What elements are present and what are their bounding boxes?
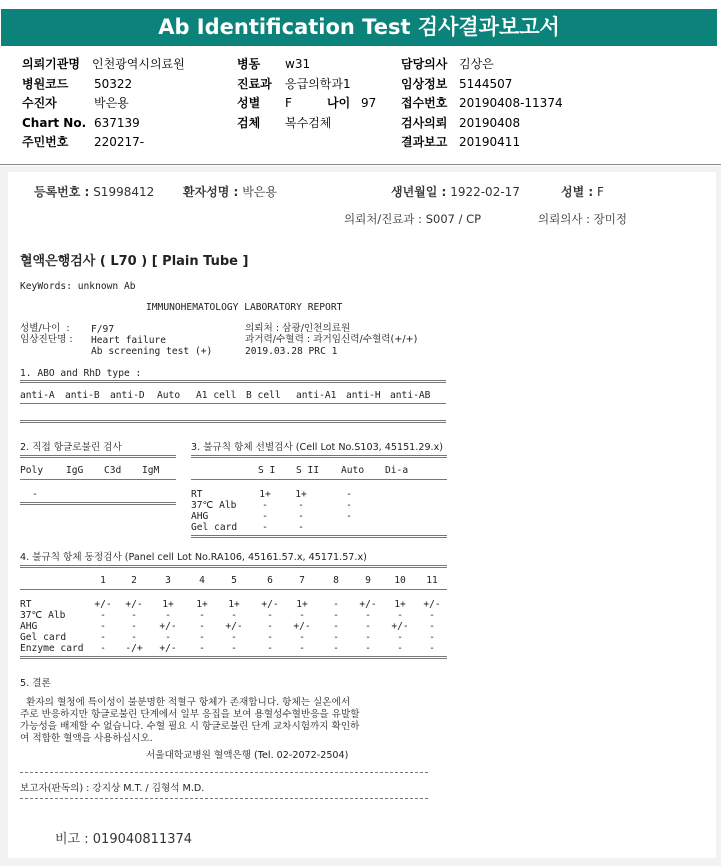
section1-rule-top [20,380,446,383]
panel-cell: - [199,632,205,643]
panel-cell: +/- [225,621,243,632]
panel-cell: +/- [359,599,377,610]
panel-cell: - [199,643,205,654]
remark-row [55,828,192,847]
panel-cell: +/- [159,643,177,654]
dat-header-3: IgM [142,465,160,476]
panel-cell: +/- [125,599,143,610]
panel-cell: - [429,643,435,654]
section3-rule-bottom [191,535,447,538]
screen-cell: - [298,511,304,522]
specimen-label: 검체 [237,116,261,130]
panel-cell: +/- [391,621,409,632]
scanned-report [8,172,716,858]
screen-row-label: Gel card [191,522,238,533]
panel-cell: - [231,643,237,654]
referral-row [344,211,481,227]
sex-row [237,95,376,111]
panel-cell: 1+ [196,599,208,610]
panel-cell: - [333,621,339,632]
screen-cell: 1+ [259,489,271,500]
diagnosis-value: Heart failure [91,335,167,346]
panel-cell: +/- [94,599,112,610]
screen-header-3: Di-a [385,465,409,476]
section3-title: 3. 불규칙 항체 선별검사 (Cell Lot No.S103, 45151.29.x) [191,442,444,453]
panel-cell: 1+ [394,599,406,610]
panel-cell: - [267,610,273,621]
reporter: 보고자(판독의) : 강지상 M.T. / 김형석 M.D. [20,783,205,794]
attending-row [401,56,494,72]
panel-cell: 1+ [296,599,308,610]
panel-cell: - [397,610,403,621]
dob-value: 1922-02-17 [450,185,520,199]
specimen-row [237,115,331,131]
attending-label: 담당의사 [401,57,448,71]
panel-header-cell: 2 [131,575,137,586]
referral-org-label: 의뢰처 : [245,323,280,334]
panel-cell: - [267,632,273,643]
referring-doctor-value: 장미정 [593,212,627,226]
lab-report-title: IMMUNOHEMATOLOGY LABORATORY REPORT [146,302,343,313]
reporter-rule-top [20,772,428,773]
panel-row-label: Gel card [20,632,67,643]
panel-cell: +/- [423,599,441,610]
section4-title: 4. 불규칙 항체 동정검사 (Panel cell Lot No.RA106, 45161.57.x, 45171.57.x) [20,552,367,563]
department-value: 응급의학과1 [285,77,351,91]
panel-cell: - [429,610,435,621]
abo-header-2: anti-D [110,390,145,401]
panel-cell: - [131,610,137,621]
referring-doctor-row [538,211,627,227]
panel-cell: -/+ [125,643,143,654]
department-label: 진료과 [237,77,272,91]
section1-rule-bottom [20,420,446,423]
section2-rule-bottom [20,502,176,505]
screen-cell: - [298,500,304,511]
panel-cell: - [100,610,106,621]
panel-cell: - [299,610,305,621]
section1-rule-mid [20,403,446,404]
request-date-row [401,115,520,131]
abo-header-5: B cell [246,390,281,401]
abo-header-0: anti-A [20,390,55,401]
screen-header-1: S II [296,465,320,476]
panel-cell: - [131,621,137,632]
patient-name-row [183,183,277,200]
section2-rule-top [20,455,176,458]
request-date-label: 검사의뢰 [401,116,448,130]
remark-label: 비고 : [55,832,89,847]
report-sex-value: F [597,185,604,199]
screen-cell: - [262,511,268,522]
section3-rule-mid [191,479,447,480]
receipt-no-row [401,95,563,111]
panel-cell: - [165,632,171,643]
panel-cell: - [131,632,137,643]
conclusion-line-2: 주로 반응하지만 항글로불린 단계에서 일부 응집을 보여 용혈성수혈반응을 유발할 [20,709,360,720]
panel-cell: - [199,621,205,632]
sex-label: 성별 [237,96,261,110]
panel-header-cell: 11 [426,575,438,586]
screen-row-label: 37℃ Alb [191,500,237,511]
panel-cell: - [267,621,273,632]
dat-header-0: Poly [20,465,44,476]
abo-header-8: anti-AB [390,390,431,401]
panel-cell: +/- [293,621,311,632]
section4-rule-top [20,565,447,568]
panel-cell: - [397,632,403,643]
clinical-info-value: 5144507 [459,77,513,91]
conclusion-line-3: 가능성을 배제할 수 없습니다. 수혈 필요 시 항글로불린 단계 교차시험까지 확인하 [20,721,360,732]
abo-header-3: Auto [157,390,181,401]
keywords: KeyWords: unknown Ab [20,281,136,292]
screen-cell: - [346,489,352,500]
panel-header-cell: 10 [394,575,406,586]
sex-age-value: F/97 [91,324,115,335]
abo-header-6: anti-A1 [296,390,337,401]
resident-no-value: 220217- [94,135,145,149]
panel-header-cell: 3 [165,575,171,586]
specimen-value: 복수검체 [285,116,332,130]
history-row [245,334,417,346]
patient-name-label: 환자성명 : [183,185,239,199]
dat-header-1: IgG [66,465,84,476]
screen-cell: - [262,522,268,533]
screen-cell: - [298,522,304,533]
patient-value: 박은용 [94,96,129,110]
panel-cell: - [100,643,106,654]
conclusion-line-4: 여 적합한 혈액을 사용하십시오. [20,733,153,744]
receipt-no-value: 20190408-11374 [459,96,563,110]
panel-header-cell: 9 [365,575,371,586]
panel-header-cell: 7 [299,575,305,586]
dat-result: - [32,489,38,500]
institution-label: 의뢰기관명 [22,57,80,71]
chart-no-row [22,115,140,131]
history-value: 과거임신력/수혈력(+/+) [313,334,418,345]
section4-rule-bottom [20,656,447,659]
screen-cell: 1+ [295,489,307,500]
header-divider [0,164,721,165]
report-sex-label: 성별 : [561,185,594,199]
panel-cell: - [397,643,403,654]
panel-cell: - [333,632,339,643]
section4-rule-mid [20,589,447,590]
panel-row-label: RT [20,599,32,610]
diagnosis-label: 임상진단명 : [20,334,73,345]
department-row [237,76,351,92]
hospital-code-label: 병원코드 [22,77,69,91]
attending-value: 김상은 [459,57,494,71]
patient-row [22,95,129,111]
referral-org-value: 삼광/인천의료원 [282,323,351,334]
report-date-value: 20190411 [459,135,521,149]
ward-value: w31 [285,57,311,71]
abo-header-1: anti-B [65,390,100,401]
screen-row-label: AHG [191,511,209,522]
page-title: Ab Identification Test 검사결과보고서 [1,9,717,46]
resident-no-label: 주민번호 [22,135,69,149]
panel-row-label: 37℃ Alb [20,610,66,621]
screen-header-0: S I [258,465,276,476]
dob-row [391,183,520,200]
screen-cell: - [346,500,352,511]
ward-row [237,56,310,72]
panel-cell: - [333,610,339,621]
age-value: 97 [361,96,377,110]
resident-no-row [22,134,144,150]
chart-no-value: 637139 [94,116,140,130]
sex-age-label: 성별/나이 : [20,323,70,334]
report-date-row [401,134,520,150]
panel-cell: - [333,643,339,654]
remark-value: 019040811374 [92,832,193,847]
section1-title: 1. ABO and RhD type : [20,368,142,379]
section3-rule-top [191,455,447,458]
chart-no-label: Chart No. [22,116,87,130]
panel-cell: +/- [159,621,177,632]
receipt-no-label: 접수번호 [401,96,448,110]
transfusion-date: 2019.03.28 PRC 1 [245,346,338,357]
registration-row [34,183,154,200]
conclusion-line-1: 환자의 혈청에 특이성이 불분명한 적혈구 항체가 존재합니다. 항체는 실온에서 [20,697,351,708]
diagnosis-value-2: Ab screening test (+) [91,346,213,357]
registration-value: S1998412 [93,185,155,199]
institution-row [22,56,185,72]
institution-value: 인천광역시의료원 [92,57,185,71]
patient-label: 수진자 [22,96,57,110]
dob-label: 생년월일 : [391,185,447,199]
patient-name-value: 박은용 [242,185,277,199]
clinical-info-row [401,76,512,92]
sex-value: F [285,96,292,110]
panel-cell: - [299,632,305,643]
test-title: 혈액은행검사 ( L70 ) [ Plain Tube ] [20,254,249,269]
clinical-info-label: 임상정보 [401,77,448,91]
report-sex-row [561,183,604,200]
dat-header-2: C3d [104,465,122,476]
referral-label: 의뢰처/진료과 : [344,212,423,226]
panel-cell: - [299,643,305,654]
report-date-label: 결과보고 [401,135,448,149]
panel-cell: - [231,610,237,621]
panel-cell: 1+ [228,599,240,610]
panel-cell: - [100,632,106,643]
abo-header-4: A1 cell [196,390,237,401]
request-date-value: 20190408 [459,116,521,130]
panel-cell: - [267,643,273,654]
reporter-rule-bottom [20,798,428,799]
panel-row-label: AHG [20,621,38,632]
panel-row-label: Enzyme card [20,643,84,654]
screen-cell: - [346,511,352,522]
panel-header-cell: 4 [199,575,205,586]
section2-title: 2. 직접 항글로불린 검사 [20,442,122,453]
hospital-code-value: 50322 [94,77,133,91]
panel-cell: - [365,621,371,632]
referral-value: S007 / CP [425,212,482,226]
referring-doctor-label: 의뢰의사 : [538,212,590,226]
panel-cell: - [365,610,371,621]
hospital-code-row [22,76,132,92]
panel-header-cell: 8 [333,575,339,586]
panel-cell: - [365,632,371,643]
panel-cell: - [429,621,435,632]
panel-cell: - [199,610,205,621]
panel-cell: - [100,621,106,632]
blood-bank-contact: 서울대학교병원 혈액은행 (Tel. 02-2072-2504) [146,750,349,761]
screen-row-label: RT [191,489,203,500]
panel-cell: - [429,632,435,643]
screen-header-2: Auto [341,465,365,476]
panel-cell: - [333,599,339,610]
abo-header-7: anti-H [346,390,381,401]
section2-rule-mid [20,479,176,480]
panel-header-cell: 5 [231,575,237,586]
panel-cell: - [231,632,237,643]
registration-label: 등록번호 : [34,185,90,199]
panel-cell: - [365,643,371,654]
panel-cell: - [165,610,171,621]
panel-header-cell: 6 [267,575,273,586]
panel-header-cell: 1 [100,575,106,586]
ward-label: 병동 [237,57,261,71]
panel-cell: 1+ [162,599,174,610]
history-label: 과거력/수혈력 : [245,334,311,345]
section5-title: 5. 결론 [20,678,51,689]
age-label: 나이 [327,96,351,110]
screen-cell: - [262,500,268,511]
panel-cell: +/- [261,599,279,610]
